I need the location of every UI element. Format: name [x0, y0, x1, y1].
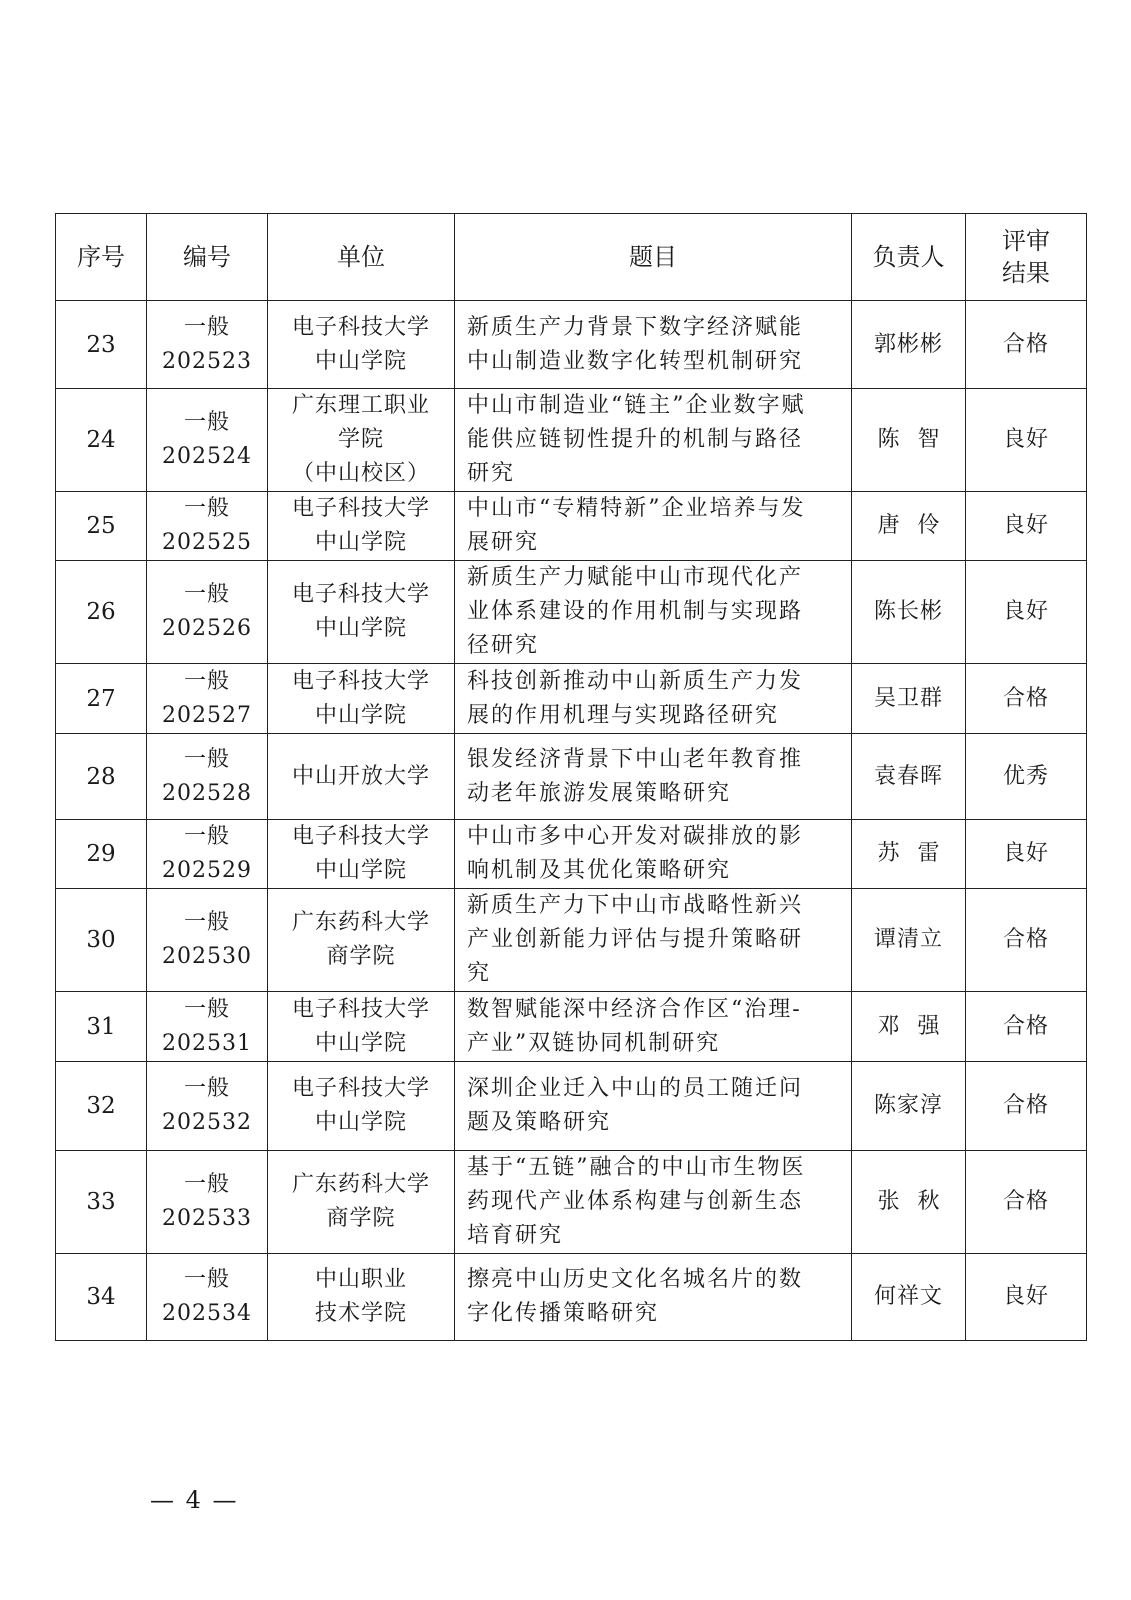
project-code: 202527	[162, 702, 252, 728]
page-number: — 4 —	[150, 1486, 239, 1514]
header-result	[966, 214, 1087, 301]
cell-seq: 24	[56, 389, 147, 492]
header-unit: 单位	[268, 214, 455, 301]
cell-unit	[268, 734, 455, 820]
unit-line: 技术学院	[314, 1301, 407, 1326]
table-row	[56, 1254, 1087, 1341]
cell-code	[147, 889, 268, 992]
topic-line: 径研究	[467, 633, 540, 658]
cell-topic	[455, 301, 852, 389]
project-type: 一般	[183, 996, 230, 1022]
cell-leader	[852, 492, 966, 561]
topic-line: 中山市“专精特新”企业培养与发	[467, 496, 806, 521]
cell-seq: 33	[56, 1151, 147, 1254]
unit-line: 中山学院	[314, 616, 407, 641]
topic-line: 究	[467, 961, 492, 986]
cell-topic	[455, 492, 852, 561]
leader-name: 吴卫群	[873, 685, 943, 711]
cell-seq: 29	[56, 820, 147, 889]
cell-topic	[455, 820, 852, 889]
cell-leader	[852, 1151, 966, 1254]
cell-code	[147, 1254, 268, 1341]
header-code: 编号	[147, 214, 268, 301]
cell-code	[147, 734, 268, 820]
leader-name: 谭清立	[873, 927, 943, 952]
cell-unit	[268, 820, 455, 889]
topic-line: 基于“五链”融合的中山市生物医	[467, 1155, 806, 1180]
leader-name: 张秋	[877, 1189, 958, 1214]
project-type: 一般	[183, 410, 230, 435]
unit-line: 中山学院	[314, 1110, 407, 1135]
project-code: 202531	[162, 1030, 252, 1056]
leader-name: 邓强	[877, 1013, 958, 1039]
project-type: 一般	[183, 910, 230, 935]
table-row	[56, 561, 1087, 664]
project-code: 202530	[162, 944, 252, 969]
cell-topic	[455, 992, 852, 1062]
topic-line: 业体系建设的作用机制与实现路	[467, 599, 804, 624]
project-code: 202528	[162, 780, 252, 806]
cell-seq: 32	[56, 1062, 147, 1151]
cell-unit	[268, 389, 455, 492]
table-row	[56, 992, 1087, 1062]
unit-line: 中山学院	[314, 702, 407, 728]
topic-line: 新质生产力下中山市战略性新兴	[467, 893, 804, 918]
header-result-line2: 结果	[1002, 259, 1050, 287]
project-code: 202532	[162, 1110, 252, 1135]
topic-line: 深圳企业迁入中山的员工随迁问	[467, 1076, 804, 1101]
topic-line: 动老年旅游发展策略研究	[467, 780, 732, 806]
cell-leader	[852, 734, 966, 820]
cell-topic	[455, 889, 852, 992]
cell-unit	[268, 889, 455, 992]
topic-line: 能供应链韧性提升的机制与路径	[467, 427, 804, 452]
cell-result: 良好	[966, 820, 1087, 889]
project-code: 202534	[162, 1301, 252, 1326]
unit-line: 中山学院	[314, 348, 407, 374]
header-topic: 题目	[455, 214, 852, 301]
cell-code	[147, 992, 268, 1062]
cell-result: 合格	[966, 1062, 1087, 1151]
leader-name: 陈长彬	[873, 599, 943, 624]
topic-line: 字化传播策略研究	[467, 1301, 660, 1326]
cell-topic	[455, 1254, 852, 1341]
cell-result: 良好	[966, 389, 1087, 492]
project-code: 202523	[162, 348, 252, 374]
leader-name: 郭彬彬	[873, 331, 943, 357]
project-code: 202529	[162, 858, 252, 883]
leader-name: 袁春晖	[873, 763, 943, 789]
leader-name: 陈智	[877, 427, 958, 452]
project-code: 202525	[162, 530, 252, 555]
cell-unit	[268, 664, 455, 734]
cell-leader	[852, 992, 966, 1062]
topic-line: 展研究	[467, 530, 540, 555]
cell-topic	[455, 734, 852, 820]
cell-topic	[455, 1062, 852, 1151]
cell-seq: 27	[56, 664, 147, 734]
cell-topic	[455, 389, 852, 492]
project-code: 202524	[162, 444, 252, 469]
topic-line: 展的作用机理与实现路径研究	[467, 702, 780, 728]
cell-seq: 30	[56, 889, 147, 992]
project-type: 一般	[183, 668, 230, 694]
cell-leader	[852, 301, 966, 389]
unit-line: 中山开放大学	[291, 763, 430, 789]
project-type: 一般	[183, 314, 230, 340]
leader-name: 唐伶	[877, 513, 958, 538]
topic-line: 产业”双链协同机制研究	[467, 1030, 721, 1056]
header-seq: 序号	[56, 214, 147, 301]
cell-leader	[852, 389, 966, 492]
cell-unit	[268, 1062, 455, 1151]
cell-code	[147, 664, 268, 734]
topic-line: 研究	[467, 461, 516, 486]
unit-line: 电子科技大学	[291, 496, 430, 521]
unit-line: 广东药科大学	[291, 910, 430, 935]
leader-name: 苏雷	[877, 841, 958, 866]
unit-line: 中山学院	[314, 1030, 407, 1056]
topic-line: 中山市多中心开发对碳排放的影	[467, 824, 804, 849]
cell-seq: 31	[56, 992, 147, 1062]
header-result-line1: 评审	[1002, 227, 1050, 255]
cell-result: 合格	[966, 1151, 1087, 1254]
unit-line: 广东理工职业	[291, 393, 430, 418]
unit-line: 商学院	[326, 1206, 396, 1231]
topic-line: 擦亮中山历史文化名城名片的数	[467, 1267, 804, 1292]
project-type: 一般	[183, 1267, 230, 1292]
table-row	[56, 664, 1087, 734]
cell-leader	[852, 889, 966, 992]
cell-result: 优秀	[966, 734, 1087, 820]
topic-line: 新质生产力背景下数字经济赋能	[467, 314, 804, 340]
cell-unit	[268, 301, 455, 389]
cell-code	[147, 389, 268, 492]
cell-leader	[852, 820, 966, 889]
cell-code	[147, 561, 268, 664]
leader-name: 何祥文	[873, 1284, 943, 1309]
unit-line: 电子科技大学	[291, 1076, 430, 1101]
cell-code	[147, 492, 268, 561]
cell-result: 合格	[966, 664, 1087, 734]
project-type: 一般	[183, 746, 230, 772]
cell-unit	[268, 561, 455, 664]
cell-leader	[852, 1062, 966, 1151]
project-code: 202533	[162, 1206, 252, 1231]
topic-line: 中山制造业数字化转型机制研究	[467, 348, 804, 374]
cell-unit	[268, 1151, 455, 1254]
table-row	[56, 734, 1087, 820]
topic-line: 新质生产力赋能中山市现代化产	[467, 565, 804, 590]
unit-line: 广东药科大学	[291, 1172, 430, 1197]
table-row	[56, 389, 1087, 492]
leader-name: 陈家淳	[873, 1093, 943, 1118]
table-row	[56, 889, 1087, 992]
unit-line: 电子科技大学	[291, 582, 430, 607]
cell-seq: 26	[56, 561, 147, 664]
project-type: 一般	[183, 1076, 230, 1101]
cell-code	[147, 301, 268, 389]
unit-line: 商学院	[326, 944, 396, 969]
cell-seq: 23	[56, 301, 147, 389]
cell-topic	[455, 561, 852, 664]
unit-line: 学院	[337, 427, 384, 452]
cell-seq: 34	[56, 1254, 147, 1341]
header-leader: 负责人	[852, 214, 966, 301]
cell-topic	[455, 664, 852, 734]
cell-code	[147, 1062, 268, 1151]
table-row	[56, 1151, 1087, 1254]
table-header-row	[56, 214, 1087, 301]
table-row	[56, 301, 1087, 389]
cell-result: 良好	[966, 1254, 1087, 1341]
topic-line: 响机制及其优化策略研究	[467, 858, 732, 883]
unit-line: （中山校区）	[291, 461, 430, 486]
cell-result: 合格	[966, 992, 1087, 1062]
cell-code	[147, 1151, 268, 1254]
table-body	[56, 301, 1087, 1341]
cell-leader	[852, 1254, 966, 1341]
cell-unit	[268, 492, 455, 561]
cell-code	[147, 820, 268, 889]
cell-unit	[268, 1254, 455, 1341]
cell-seq: 25	[56, 492, 147, 561]
unit-line: 中山学院	[314, 530, 407, 555]
table-row	[56, 820, 1087, 889]
cell-leader	[852, 561, 966, 664]
unit-line: 电子科技大学	[291, 824, 430, 849]
topic-line: 银发经济背景下中山老年教育推	[467, 746, 804, 772]
cell-result: 良好	[966, 561, 1087, 664]
cell-unit	[268, 992, 455, 1062]
project-type: 一般	[183, 496, 230, 521]
topic-line: 题及策略研究	[467, 1110, 612, 1135]
cell-topic	[455, 1151, 852, 1254]
unit-line: 电子科技大学	[291, 996, 430, 1022]
topic-line: 科技创新推动中山新质生产力发	[467, 668, 804, 694]
cell-result: 良好	[966, 492, 1087, 561]
topic-line: 培育研究	[467, 1223, 564, 1248]
project-code: 202526	[162, 616, 252, 641]
topic-line: 数智赋能深中经济合作区“治理-	[467, 996, 802, 1022]
cell-result: 合格	[966, 889, 1087, 992]
project-type: 一般	[183, 824, 230, 849]
project-type: 一般	[183, 582, 230, 607]
project-type: 一般	[183, 1172, 230, 1197]
topic-line: 药现代产业体系构建与创新生态	[467, 1189, 804, 1214]
unit-line: 电子科技大学	[291, 314, 430, 340]
cell-seq: 28	[56, 734, 147, 820]
unit-line: 中山职业	[314, 1267, 407, 1292]
topic-line: 中山市制造业“链主”企业数字赋	[467, 393, 806, 418]
table-row	[56, 492, 1087, 561]
review-results-table	[55, 213, 1087, 1341]
cell-result: 合格	[966, 301, 1087, 389]
unit-line: 中山学院	[314, 858, 407, 883]
topic-line: 产业创新能力评估与提升策略研	[467, 927, 804, 952]
unit-line: 电子科技大学	[291, 668, 430, 694]
table-row	[56, 1062, 1087, 1151]
cell-leader	[852, 664, 966, 734]
